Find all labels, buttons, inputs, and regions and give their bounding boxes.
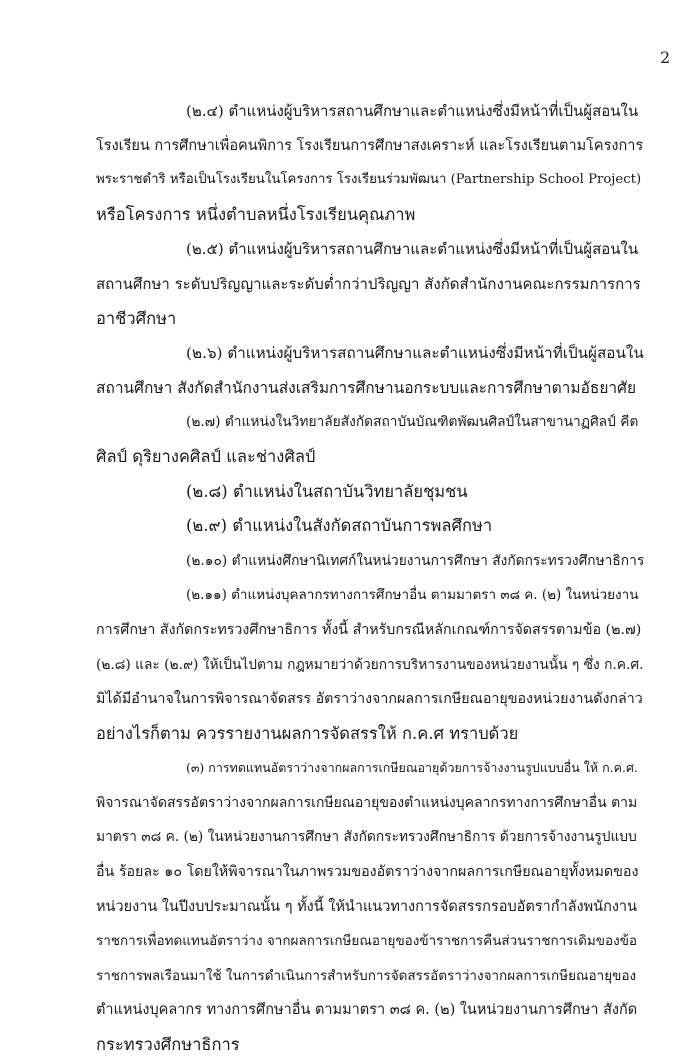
text-line: (๒.๗) ตำแหน่งในวิทยาลัยสังกัดสถาบันบัณฑิตพัฒนศิลป์ในสาขานาฏศิลป์ คีต	[186, 414, 639, 431]
text-line: อาชีวศึกษา	[96, 308, 177, 328]
text-line: ราชการพลเรือนมาใช้ ในการดำเนินการสำหรับการจัดสรรอัตราว่างจากผลการเกษียณอายุของ	[96, 967, 637, 984]
text-line: ตำแหน่งบุคลากร ทางการศึกษาอื่น ตามมาตรา ๓๘ ค. (๒) ในหน่วยงานการศึกษา สังกัด	[96, 1002, 638, 1019]
text-line: (๓) การทดแทนอัตราว่างจากผลการเกษียณอายุด้วยการจ้างงานรูปแบบอื่น ให้ ก.ค.ศ.	[186, 760, 638, 776]
text-line: ราชการเพื่อทดแทนอัตราว่าง จากผลการเกษียณอายุของข้าราชการคืนส่วนราชการเดิมของข้อ	[96, 933, 638, 950]
document-body	[96, 94, 644, 1063]
text-line: (๒.๘) และ (๒.๙) ให้เป็นไปตาม กฎหมายว่าด้วยการบริหารงานของหน่วยงานนั้น ๆ ซึ่ง ก.ค.ศ.	[96, 656, 644, 673]
text-line: (๒.๔) ตำแหน่งผู้บริหารสถานศึกษาและตำแหน่งซึ่งมีหน้าที่เป็นผู้สอนใน	[186, 102, 639, 120]
text-line: สถานศึกษา สังกัดสำนักงานส่งเสริมการศึกษานอกระบบและการศึกษาตามอัธยาศัย	[96, 378, 637, 397]
text-line: (๒.๑๐) ตำแหน่งศึกษานิเทศก์ในหน่วยงานการศึกษา สังกัดกระทรวงศึกษาธิการ	[186, 552, 644, 569]
text-line: หน่วยงาน ในปีงบประมาณนั้น ๆ ทั้งนี้ ให้นำแนวทางการจัดสรรกรอบอัตรากำลังพนักงาน	[96, 898, 637, 915]
text-line: หรือโครงการ หนึ่งตำบลหนึ่งโรงเรียนคุณภาพ	[96, 204, 416, 224]
text-line: พระราชดำริ หรือเป็นโรงเรียนในโครงการ โรงเรียนร่วมพัฒนา (Partnership School Project)	[96, 172, 642, 188]
text-line: โรงเรียน การศึกษาเพื่อคนพิการ โรงเรียนการศึกษาสงเคราะห์ และโรงเรียนตามโครงการ	[96, 137, 644, 154]
text-line: (๒.๖) ตำแหน่งผู้บริหารสถานศึกษาและตำแหน่งซึ่งมีหน้าที่เป็นผู้สอนใน	[186, 344, 644, 363]
page-number: 2	[660, 48, 671, 67]
text-line: มิได้มีอำนาจในการพิจารณาจัดสรร อัตราว่างจากผลการเกษียณอายุของหน่วยงานดังกล่าว	[96, 691, 643, 708]
text-line: (๒.๙) ตำแหน่งในสังกัดสถาบันการพลศึกษา	[186, 516, 493, 536]
text-line: สถานศึกษา ระดับปริญญาและระดับต่ำกว่าปริญญา สังกัดสำนักงานคณะกรรมการการ	[96, 274, 641, 293]
text-line: อื่น ร้อยละ ๑๐ โดยให้พิจารณาในภาพรวมของอัตราว่างจากผลการเกษียณอายุทั้งหมดของ	[96, 864, 639, 881]
text-line: (๒.๕) ตำแหน่งผู้บริหารสถานศึกษาและตำแหน่งซึ่งมีหน้าที่เป็นผู้สอนใน	[186, 240, 639, 259]
text-line: ศิลป์ ดุริยางคศิลป์ และช่างศิลป์	[96, 446, 316, 466]
text-line: พิจารณาจัดสรรอัตราว่างจากผลการเกษียณอายุของตำแหน่งบุคลากรทางการศึกษาอื่น ตาม	[96, 794, 638, 811]
text-line: อย่างไรก็ตาม ควรรายงานผลการจัดสรรให้ ก.ค.ศ ทราบด้วย	[96, 723, 519, 743]
text-line: การศึกษา สังกัดกระทรวงศึกษาธิการ ทั้งนี้ สำหรับกรณีหลักเกณฑ์การจัดสรรตามข้อ (๒.๗)	[96, 621, 642, 638]
text-line: (๒.๑๑) ตำแหน่งบุคลากรทางการศึกษาอื่น ตามมาตรา ๓๘ ค. (๒) ในหน่วยงาน	[186, 587, 639, 604]
text-line: กระทรวงศึกษาธิการ	[96, 1035, 240, 1055]
text-line: (๒.๘) ตำแหน่งในสถาบันวิทยาลัยชุมชน	[186, 481, 468, 501]
text-line: มาตรา ๓๘ ค. (๒) ในหน่วยงานการศึกษา สังกัดกระทรวงศึกษาธิการ ด้วยการจ้างงานรูปแบบ	[96, 829, 637, 846]
